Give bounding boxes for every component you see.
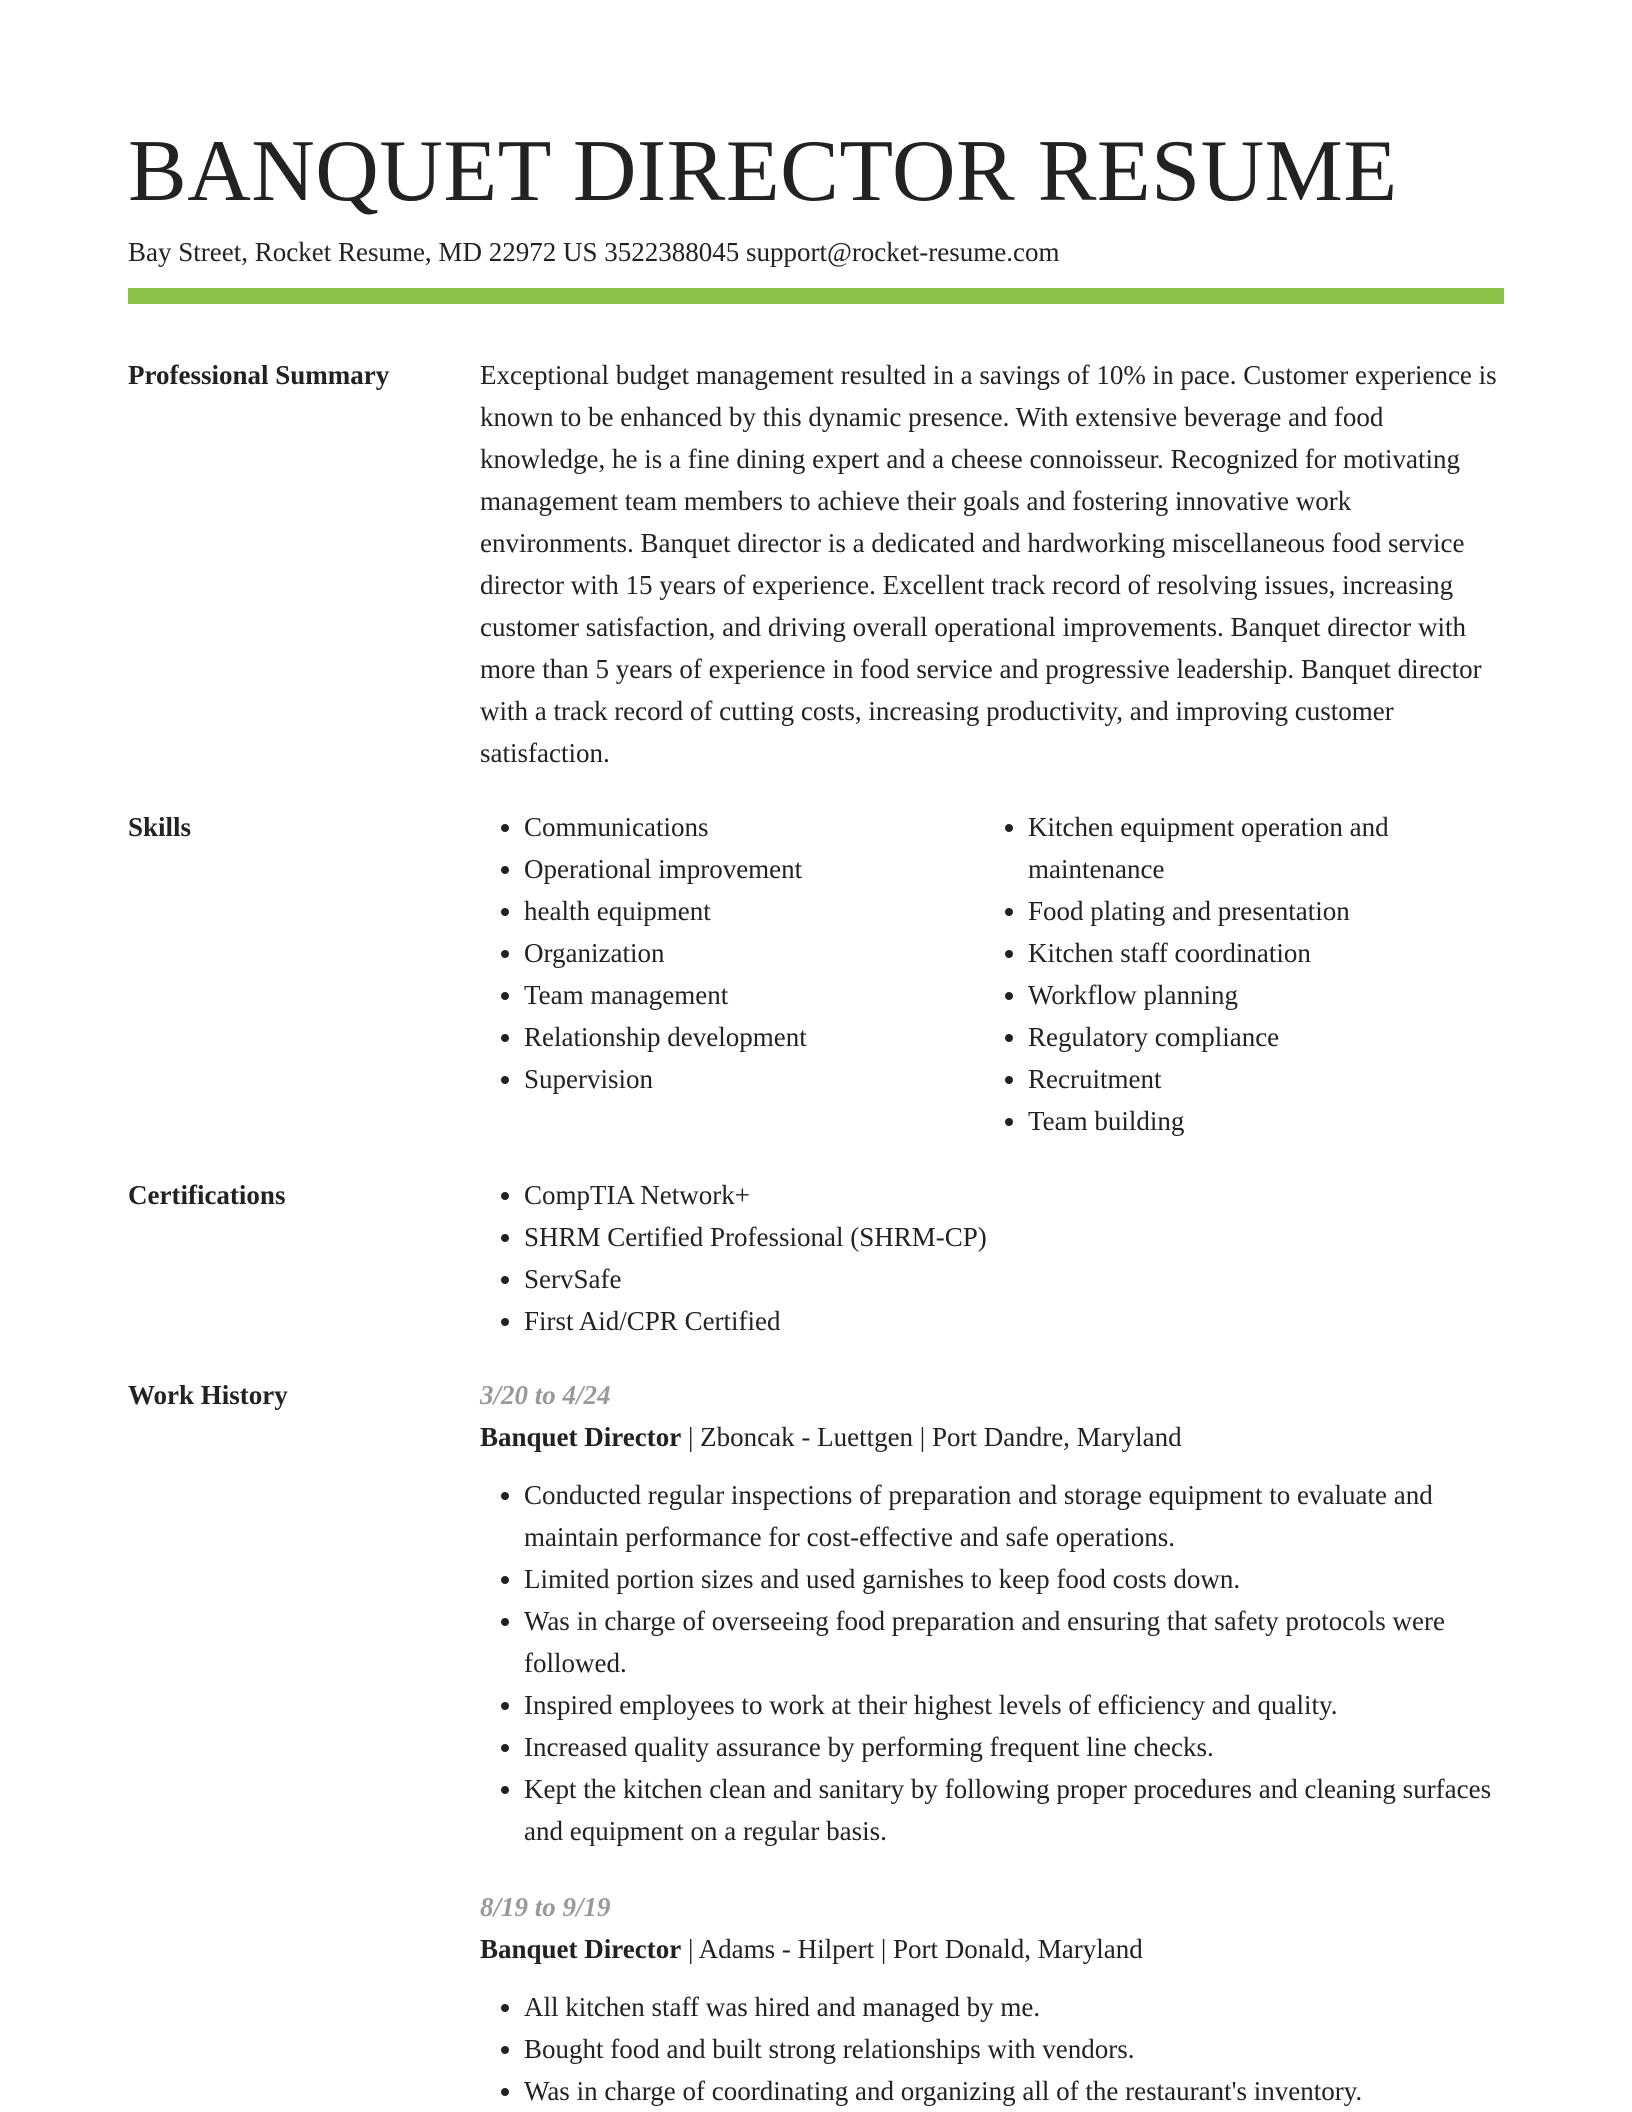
job-heading: [480, 1416, 1504, 1458]
section-label: Skills: [128, 812, 192, 842]
list-item: • ServSafe: [524, 1258, 1504, 1300]
job-duties-list: [480, 1986, 1504, 2112]
accent-divider: [128, 288, 1504, 304]
list-item: • Kitchen staff coordination: [1028, 932, 1504, 974]
resume-page: [128, 122, 1504, 2112]
work-history-section: [128, 1374, 1504, 2112]
job-dates: 8/19 to 9/19: [480, 1892, 611, 1922]
list-item: • CompTIA Network+: [524, 1174, 1504, 1216]
list-item: • Relationship development: [524, 1016, 984, 1058]
list-item: • Supervision: [524, 1058, 984, 1100]
list-item: • Food plating and presentation: [1028, 890, 1504, 932]
list-item: • Team building: [1028, 1100, 1504, 1142]
job-title: Banquet Director: [480, 1422, 682, 1452]
skills-list-left: [480, 806, 984, 1100]
list-item: • Kitchen equipment operation and maintenance: [1028, 806, 1504, 890]
job-employer-location: | Adams - Hilpert | Port Donald, Maryland: [681, 1934, 1143, 1964]
resume-title: BANQUET DIRECTOR RESUME: [128, 123, 1398, 220]
list-item: • Regulatory compliance: [1028, 1016, 1504, 1058]
job-entry: [480, 1374, 1504, 1852]
contact-line: Bay Street, Rocket Resume, MD 22972 US 3522388045 support@rocket-resume.com: [128, 237, 1060, 267]
list-item: • health equipment: [524, 890, 984, 932]
list-item: • Increased quality assurance by performing frequent line checks.: [524, 1726, 1504, 1768]
job-employer-location: | Zboncak - Luettgen | Port Dandre, Maryland: [681, 1422, 1182, 1452]
list-item: • Limited portion sizes and used garnishes to keep food costs down.: [524, 1558, 1504, 1600]
list-item: • Team management: [524, 974, 984, 1016]
skills-list-right: [984, 806, 1504, 1142]
section-label: Work History: [128, 1380, 288, 1410]
section-label: Certifications: [128, 1180, 286, 1210]
job-dates: 3/20 to 4/24: [480, 1380, 611, 1410]
list-item: • Kept the kitchen clean and sanitary by following proper procedures and cleaning surfaces and equipment on a regular basis.: [524, 1768, 1504, 1852]
list-item: • Inspired employees to work at their highest levels of efficiency and quality.: [524, 1684, 1504, 1726]
list-item: • Workflow planning: [1028, 974, 1504, 1016]
job-duties-list: [480, 1474, 1504, 1852]
job-title: Banquet Director: [480, 1934, 682, 1964]
certifications-section: [128, 1174, 1504, 1342]
list-item: • Operational improvement: [524, 848, 984, 890]
skills-section: [128, 806, 1504, 1142]
list-item: • Recruitment: [1028, 1058, 1504, 1100]
professional-summary-section: [128, 354, 1504, 774]
job-heading: [480, 1928, 1504, 1970]
list-item: • Organization: [524, 932, 984, 974]
job-entry: [480, 1886, 1504, 2112]
certifications-list: [480, 1174, 1504, 1342]
section-label: Professional Summary: [128, 360, 390, 390]
list-item: • Was in charge of overseeing food preparation and ensuring that safety protocols were followed.: [524, 1600, 1504, 1684]
list-item: • Was in charge of coordinating and organizing all of the restaurant's inventory.: [524, 2070, 1504, 2112]
summary-text: Exceptional budget management resulted in a savings of 10% in pace. Customer experience is known to be enhanced by this dynamic presence. With extensive beverage and food knowledge, he is a fine dining expert and a cheese connoisseur. Recognized for motivating management team members to achieve their goals and fostering innovative work environments. Banquet director is a dedicated and hardworking miscellaneous food service director with 15 years of experience. Excellent track record of resolving issues, increasing customer satisfaction, and driving overall operational improvements. Banquet director with more than 5 years of experience in food service and progressive leadership. Banquet director with a track record of cutting costs, increasing productivity, and improving customer satisfaction.: [480, 360, 1497, 768]
list-item: • Communications: [524, 806, 984, 848]
list-item: • SHRM Certified Professional (SHRM-CP): [524, 1216, 1504, 1258]
list-item: • Bought food and built strong relationships with vendors.: [524, 2028, 1504, 2070]
list-item: • All kitchen staff was hired and managed by me.: [524, 1986, 1504, 2028]
list-item: • Conducted regular inspections of preparation and storage equipment to evaluate and maintain performance for cost-effective and safe operations.: [524, 1474, 1504, 1558]
list-item: • First Aid/CPR Certified: [524, 1300, 1504, 1342]
